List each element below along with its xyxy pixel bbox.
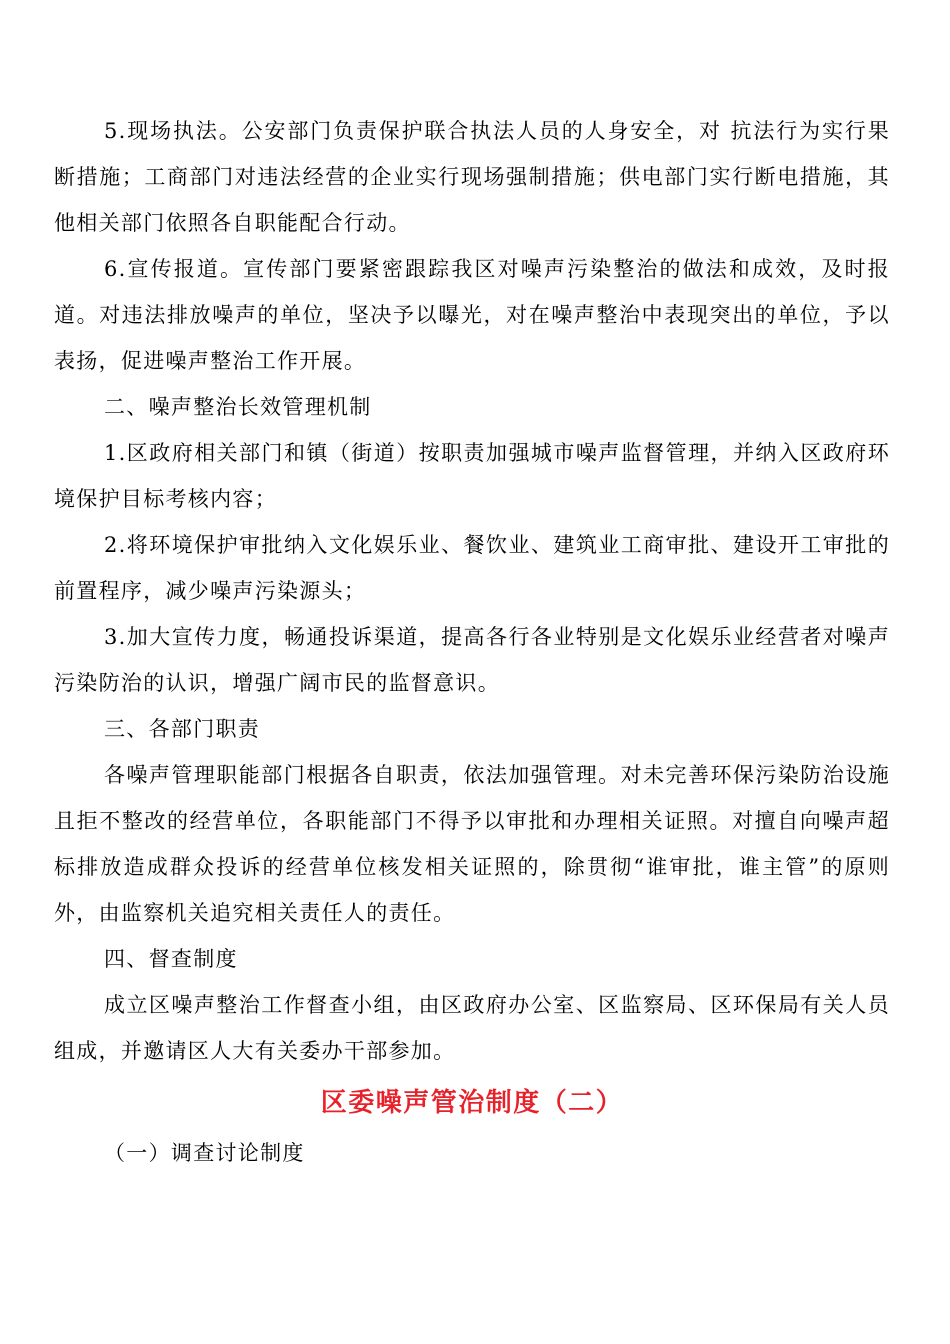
document-page [54, 108, 890, 1176]
list-item: 2.将环境保护审批纳入文化娱乐业、餐饮业、建筑业工商审批、建设开工审批的前置程序，减少噪声污染源头； [54, 533, 890, 603]
paragraph-supervision: 成立区噪声整治工作督查小组，由区政府办公室、区监察局、区环保局有关人员组成，并邀请区人大有关委办干部参加。 [54, 993, 890, 1063]
section-heading-department-duties: 三、各部门职责 [104, 717, 261, 741]
document-title: 区委噪声管治制度（二） [320, 1088, 624, 1118]
section-heading-supervision: 四、督查制度 [104, 947, 238, 971]
paragraph-department-duties: 各噪声管理职能部门根据各自职责，依法加强管理。对未完善环保污染防治设施且拒不整改的经营单位，各职能部门不得予以审批和办理相关证照。对擅自向噪声超标排放造成群众投诉的经营单位核发相关证照的，除贯彻“谁审批，谁主管”的原则外，由监察机关追究相关责任人的责任。 [54, 763, 890, 925]
subsection-heading-investigation: （一）调查讨论制度 [104, 1141, 305, 1165]
list-item: 3.加大宣传力度，畅通投诉渠道，提高各行各业特别是文化娱乐业经营者对噪声污染防治的认识，增强广阔市民的监督意识。 [54, 625, 890, 695]
paragraph-publicity: 6.宣传报道。宣传部门要紧密跟踪我区对噪声污染整治的做法和成效，及时报道。对违法排放噪声的单位，坚决予以曝光，对在噪声整治中表现突出的单位，予以表扬，促进噪声整治工作开展。 [54, 257, 890, 373]
list-item: 1.区政府相关部门和镇（街道）按职责加强城市噪声监督管理，并纳入区政府环境保护目标考核内容； [54, 441, 890, 511]
section-heading-long-term-mechanism: 二、噪声整治长效管理机制 [104, 395, 372, 419]
paragraph-on-site-enforcement: 5.现场执法。公安部门负责保护联合执法人员的人身安全，对 抗法行为实行果断措施；工商部门对违法经营的企业实行现场强制措施；供电部门实行断电措施，其他相关部门依照各自职能配合行动。 [54, 119, 890, 235]
